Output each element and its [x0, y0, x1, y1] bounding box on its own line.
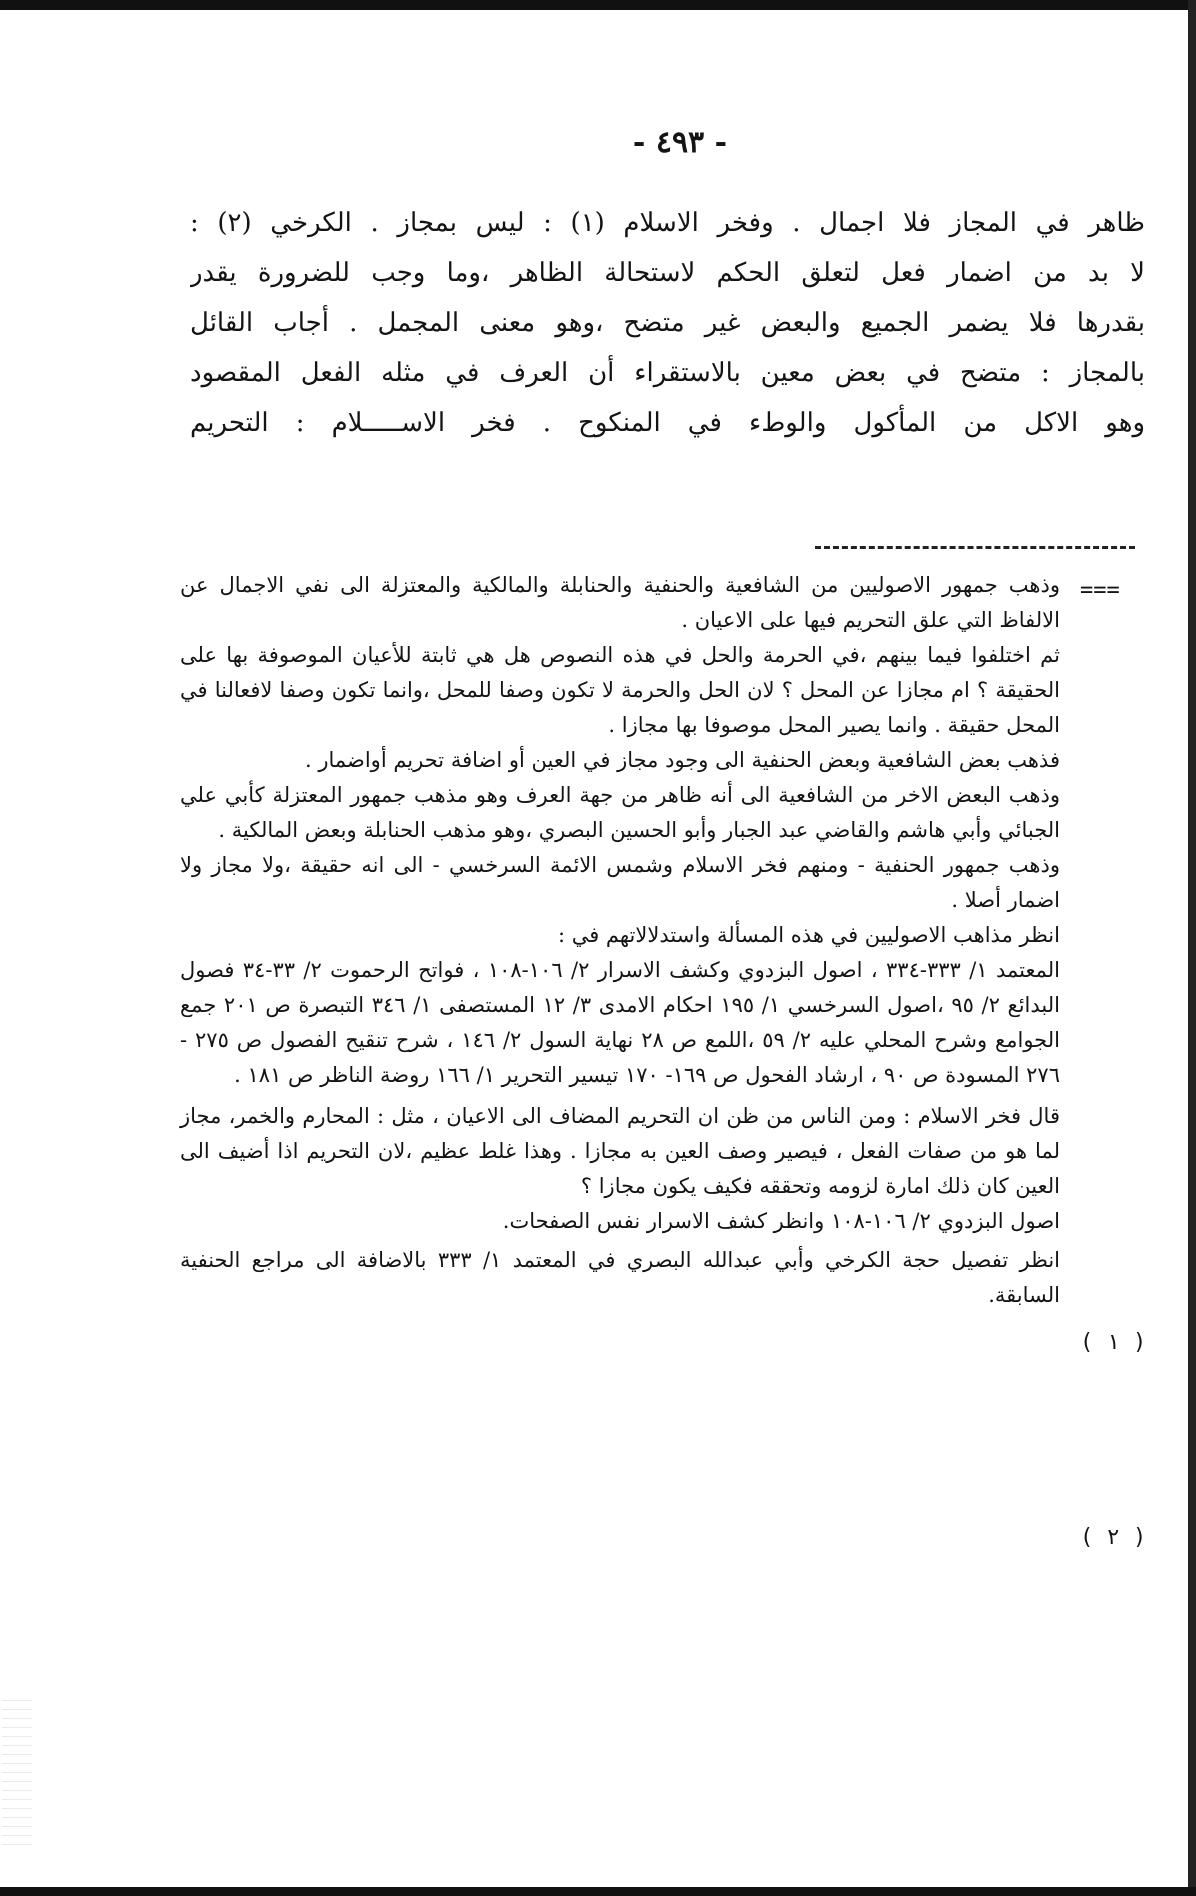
footnote-paragraph: قال فخر الاسلام : ومن الناس من ظن ان التحريم المضاف الى الاعيان ، مثل : المحارم والخمر، مجاز لما هو من صفات الفعل ، فيصير وصف العين به مجازا . وهذا غلط عظيم ،لان التحريم اذا أضيف الى العين كان ذلك امارة لزومه وتحققه فكيف يكون مجازا ؟ [180, 1104, 1060, 1198]
main-text-line: وهو الاكل من المأكول والوطء في المنكوح . فخر الاســـــلام : التحريم [190, 408, 1145, 438]
footnote-general [180, 568, 1060, 1093]
footnote-marker-2: ( ٢ ) [1080, 1525, 1147, 1550]
footnote-paragraph: فذهب بعض الشافعية وبعض الحنفية الى وجود مجاز في العين أو اضافة تحريم أواضمار . [304, 748, 1060, 772]
footnote-paragraph: وذهب جمهور الاصوليين من الشافعية والحنفية والحنابلة والمالكية والمعتزلة الى نفي الاجمال عن الالفاظ التي علق التحريم فيها على الاعيان . [180, 573, 1060, 632]
main-text-line: ظاهر في المجاز فلا اجمال . وفخر الاسلام (١) : ليس بمجاز . الكرخي (٢) : [190, 208, 1145, 238]
footnote-paragraph: ثم اختلفوا فيما بينهم ،في الحرمة والحل في هذه النصوص هل هي ثابتة للأعيان الموصوفة بها على الحقيقة ؟ ام مجازا عن المحل ؟ لان الحل والحرمة لا تكون وصفا للمحل ،وانما تكون وصفا لافعالنا في المحل حقيقة . وانما يصير المحل موصوفا بها مجازا . [180, 643, 1060, 737]
scan-noise [2, 1700, 32, 1850]
footnote-2 [180, 1243, 1060, 1313]
footnotes-block [180, 568, 1060, 1313]
footnote-references: المعتمد ١/ ٣٣٣-٣٣٤ ، اصول البزدوي وكشف الاسرار ٢/ ١٠٦-١٠٨ ، فواتح الرحموت ٢/ ٣٣-٣٤ فصول البدائع ٢/ ٩٥ ،اصول السرخسي ١/ ١٩٥ احكام الامدى ٣/ ١٢ المستصفى ١/ ٣٤٦ التبصرة ص ٢٠١ جمع الجوامع وشرح المحلي عليه ٢/ ٥٩ ،اللمع ص ٢٨ نهاية السول ٢/ ١٤٦ ، شرح تنقيح الفصول ص ٢٧٥ - ٢٧٦ المسودة ص ٩٠ ، ارشاد الفحول ص ١٦٩- ١٧٠ تيسير التحرير ١/ ١٦٦ روضة الناظر ص ١٨١ . [180, 958, 1060, 1087]
footnote-paragraph: انظر تفصيل حجة الكرخي وأبي عبدالله البصري في المعتمد ١/ ٣٣٣ بالاضافة الى مراجع الحنفية السابقة. [180, 1248, 1061, 1307]
footnote-marker-1: ( ١ ) [1080, 1330, 1147, 1355]
footnote-paragraph: وذهب جمهور الحنفية - ومنهم فخر الاسلام وشمس الائمة السرخسي - الى انه حقيقة ،ولا مجاز ولا اضمار أصلا . [180, 853, 1060, 912]
scan-bottom-border [0, 1887, 1196, 1896]
footnote-paragraph: اصول البزدوي ٢/ ١٠٦-١٠٨ وانظر كشف الاسرار نفس الصفحات. [502, 1209, 1060, 1233]
scan-right-border [1188, 0, 1196, 1896]
footnote-marker-general: === [1080, 578, 1120, 603]
main-text-line: لا بد من اضمار فعل لتعلق الحكم لاستحالة الظاهر ،وما وجب للضرورة يقدر [190, 258, 1145, 288]
main-text-line: بقدرها فلا يضمر الجميع والبعض غير متضح ،وهو معنى المجمل . أجاب القائل [190, 308, 1145, 338]
footnote-separator [815, 546, 1135, 549]
footnote-paragraph: وذهب البعض الاخر من الشافعية الى أنه ظاهر من جهة العرف وهو مذهب جمهور المعتزلة كأبي علي الجبائي وأبي هاشم والقاضي عبد الجبار وأبو الحسين البصري ،وهو مذهب الحنابلة وبعض المالكية . [180, 783, 1060, 842]
footnote-1 [180, 1099, 1060, 1239]
footnote-paragraph: انظر مذاهب الاصوليين في هذه المسألة واستدلالاتهم في : [557, 923, 1060, 947]
page-number: - ٤٩٣ - [632, 125, 728, 160]
main-text-line: بالمجاز : متضح في بعض معين بالاستقراء أن العرف في مثله الفعل المقصود [190, 358, 1145, 388]
main-text-block [190, 198, 1145, 448]
scan-top-border [0, 0, 1196, 10]
